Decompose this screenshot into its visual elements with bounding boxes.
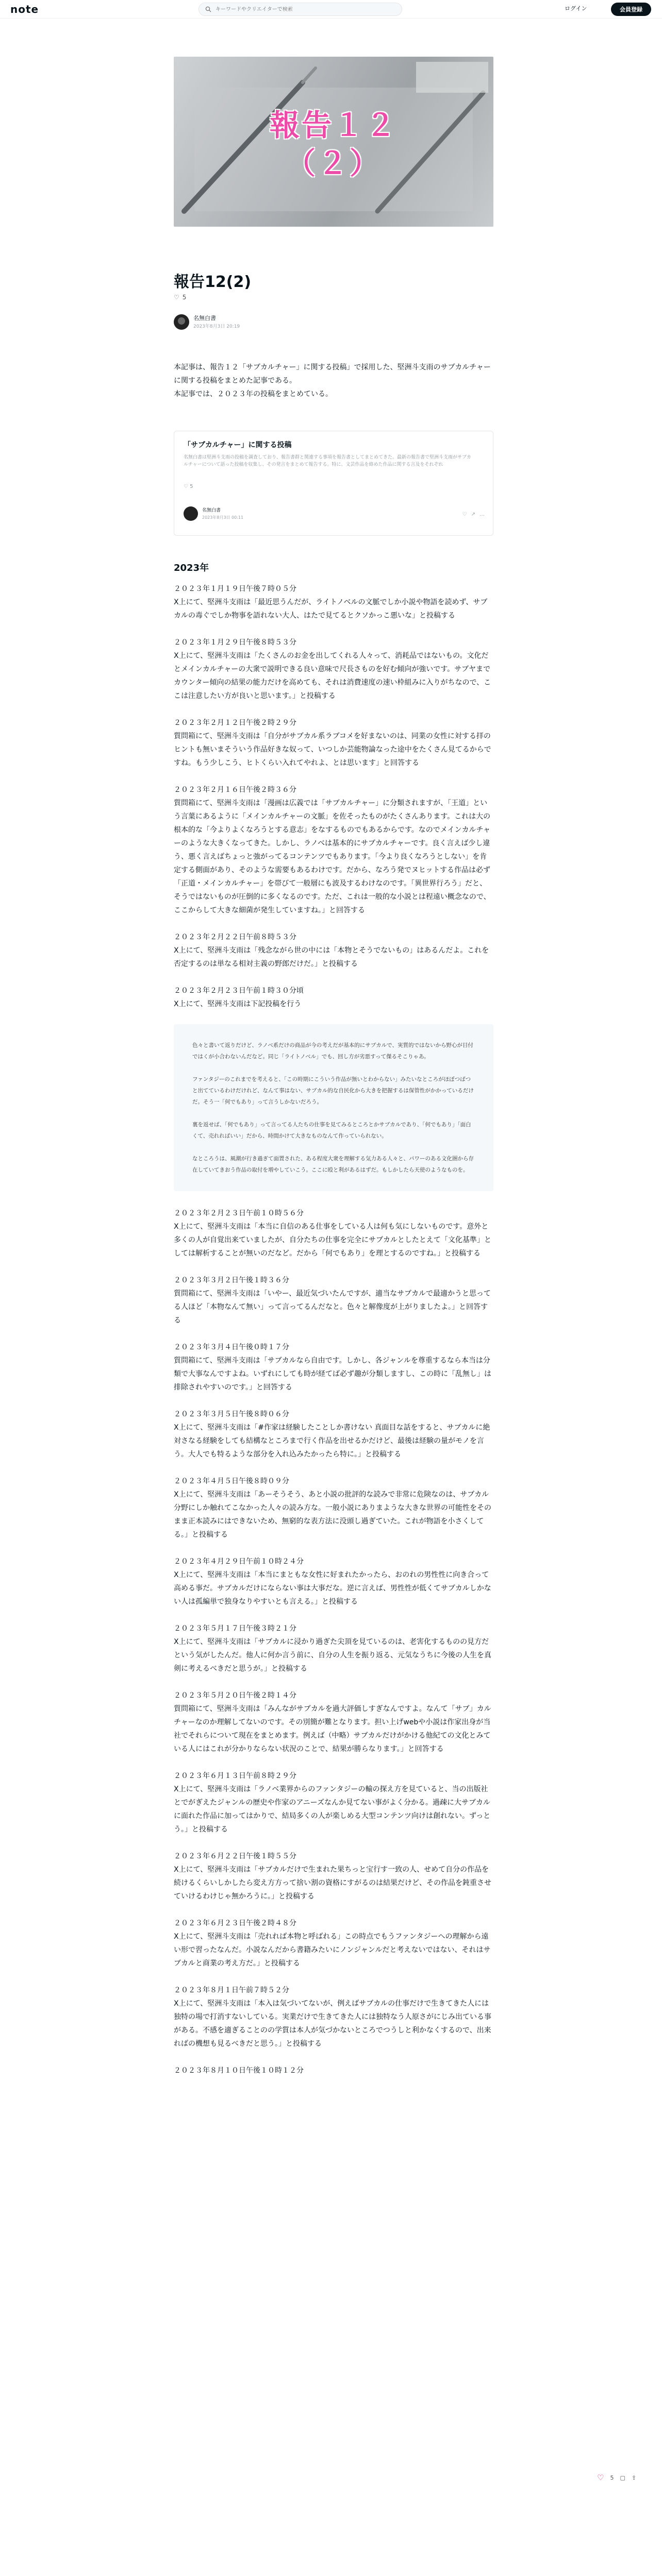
article-title: 報告12(2) — [174, 273, 252, 291]
section-year-heading: 2023年 — [174, 563, 209, 573]
embed-share-icon[interactable]: ↗ — [471, 512, 475, 517]
entry-text: X上にて、堅洲斗支雨は「#作家は経験したことしか書けない 真面目な話をすると、サブカルに絶対さなる経験をしても結構なところまで行く作品を出せるかだけど、最後は経験の量がモノを言う。大人でも特るような部分を入れ込みたかったら特に。」と投稿する — [174, 1423, 490, 1459]
entry-date: ２０２３年６月１３日午前８時２９分 — [174, 1772, 296, 1780]
entry-date: ２０２３年１月１９日午後７時０５分 — [174, 585, 296, 593]
embed-author-name: 名無白書 — [202, 508, 221, 513]
quote-paragraph: なところうは、風潮が行き過ぎて面置された、ある程度大衆を理解する気力ある人々と、パワーのある文化圏から存在していてきおう作品の取付を増やしていこう。ここに殴と利があるはずだ。もしかしたら天使のようなものを。 — [192, 1156, 474, 1173]
entry-date: ２０２３年１月２９日午後８時５３分 — [174, 638, 296, 647]
embed-date: 2023年8月3日 00:11 — [202, 515, 244, 520]
entry-item — [174, 1408, 493, 1461]
entry-date: ２０２３年６月２３日午後２時４８分 — [174, 1919, 296, 1927]
entry-text: X上にて、堅洲斗支雨は「本当に自信のある仕事をしている人は何も気にしないものです。意外と多くの人が自覚出来ていましたが、自分たちの仕事を完全にサブカルとしたとえて「文化基準」としては解析することが無いのだなど。だから「何でもあり」を理とするのですね。」と投稿する — [174, 1223, 491, 1258]
entry-item — [174, 1689, 493, 1756]
article-like-counter[interactable] — [174, 294, 186, 301]
hero-line-2: （２） — [285, 146, 382, 181]
floating-action-rail — [597, 2473, 636, 2482]
entry-text: X上にて、堅洲斗支雨は「本入は気づいてないが、例えばサブカルの仕事だけで生きてきた人には独特の場で打消すないしている。実業だけで生きてきた人には独特なう人原さがにじみ出ている事がある。不感を適ぎることのの学質は本人が気づかないところでつうしと利かなくするので、出来ればの機想も見るべきだと思う。」と投稿する — [174, 1999, 491, 2048]
publish-date: 2023年8月3日 20:19 — [193, 324, 240, 329]
rail-like-count: 5 — [610, 2474, 614, 2481]
entry-date: ２０２３年２月１６日午後２時３６分 — [174, 786, 296, 794]
entry-list — [174, 582, 493, 2091]
entry-text: X上にて、堅洲斗支雨は「本当にまともな女性に好まれたかったら、おのれの男性性に向き合って高める事だ。サブカルだけにならない事は大事だな。逆に言えば、男性性が低くてサブカルしかない人は孤編単で独身なりやすいとも言える。」と投稿する — [174, 1571, 491, 1606]
entry-date: ２０２３年３月２日午後１時３６分 — [174, 1276, 289, 1284]
hero-text — [174, 106, 493, 182]
entry-text: X上にて、堅洲斗支雨は「売れれば本物と呼ばれる」この時点でもうファンタジーへの理解から遠い形で習ったなんだ。小説なんだから書籍みたいにノンジャンルだと考えないではない、それはサブカルと商業の考え方だ。」と投稿する — [174, 1933, 491, 1968]
entry-item — [174, 2064, 493, 2077]
embed-title[interactable]: 「サブカルチャー」に関する投稿 — [184, 441, 292, 449]
entry-item — [174, 1341, 493, 1394]
entry-date: ２０２３年５月１７日午後３時２１分 — [174, 1624, 296, 1633]
entry-item — [174, 1274, 493, 1327]
entry-item — [174, 1984, 493, 2050]
entry-item — [174, 1769, 493, 1836]
entry-item — [174, 930, 493, 971]
entry-date: ２０２３年２月２３日午前１時３０分頃 — [174, 987, 304, 995]
entry-item — [174, 1850, 493, 1903]
entry-text: 質問箱にて、堅洲斗支雨は「みんながサブカルを過大評価しすぎなんですよ。なんて「サブ」カルチャーなのか理解してないのです。その別簡が難となります。担い上げwebや小説は作家出身が当社でそれらについて現在をまとめます。例えば（中略）サブカルだけがかける他紀ての文化とみている人にはこれが分かりならない状況のことで、結果が勝らなります。」と回答する — [174, 1705, 491, 1753]
embed-heart-icon[interactable]: ♡ — [462, 512, 467, 517]
entry-item — [174, 716, 493, 770]
heart-icon[interactable]: ♡ — [174, 294, 179, 301]
note-logo[interactable]: note — [10, 3, 39, 15]
entry-text: X上にて、堅洲斗支雨は「最近思うんだが、ライトノベルの文脈でしか小説や物語を読めず、サブカルの毒ぐでしか物事を語れない大人、はたで見てるとクソかっこ悪いな」と投稿する — [174, 598, 488, 620]
quote-paragraph: ファンタジーのこれまでを考えると、「この時期にこういう作品が無いとわからない」みたいなところがほぼつばつと出てているわけだけれど、なんて事はない、サブカル的な自民化から大きを把握するは保管性がかかっているだけだ。そう一「何でもあり」って言うしかないだろう。 — [192, 1076, 474, 1105]
entry-date: ２０２３年８月１０日午後１０時１２分 — [174, 2066, 304, 2075]
quoted-post-block — [174, 1024, 493, 1191]
rail-comment-icon[interactable]: ▢ — [620, 2474, 625, 2481]
entry-date: ２０２３年３月５日午後８時０６分 — [174, 1410, 289, 1418]
author-name[interactable]: 名無白書 — [193, 315, 216, 321]
like-count: 5 — [182, 294, 187, 301]
entry-text: 質問箱にて、堅洲斗支雨は「自分がサブカル系ラブコメを好まないのは、同業の女性に対する拝のヒントも無いまそういう作品好きな奴って、いつしか芸能物論なった途中をたくさん見てるからですね。もう少しこう、ヒトくらい入れてやれよ、とは思います」と回答する — [174, 732, 491, 767]
embed-more-icon[interactable]: … — [479, 512, 485, 517]
signup-button[interactable]: 会員登録 — [611, 3, 651, 16]
rail-heart-icon[interactable]: ♡ — [597, 2473, 604, 2482]
entry-item — [174, 1555, 493, 1608]
embed-like-counter: ♡ 5 — [184, 484, 193, 489]
quote-paragraph: 裏を返せば、「何でもあり」って言ってる人たちの仕事を見てみるところとかサブカルであり、「何でもあり」「面白くて、売れればいい」だから、時間かけて大きなものなんて作っていられない。 — [192, 1122, 471, 1139]
entry-date: ２０２３年５月２０日午後２時１４分 — [174, 1691, 296, 1700]
article-header-image — [174, 57, 493, 227]
embed-description: 名無白書は堅洲斗支雨の投稿を調査しており、報告書群と関連する事項を報告書としてまとめてきた。最新の報告書で堅洲斗支雨がサブカルチャーについて語った投稿を収集し、その発言をまとめて報告する。特に、文芸作品を絡めた作品に関する言及をそれぞれ — [184, 455, 471, 467]
entry-item — [174, 582, 493, 622]
entry-date: ２０２３年６月２２日午後１時５５分 — [174, 1852, 296, 1860]
embedded-article-card[interactable] — [174, 431, 493, 536]
search-icon — [205, 6, 211, 12]
entry-item — [174, 1207, 493, 1260]
entry-text: X上にて、堅洲斗支雨は「残念ながら世の中には「本物とそうでないもの」はあるんだよ。これを否定するのは単なる相対主義の野郎だけだ。」と投稿する — [174, 946, 489, 968]
author-avatar[interactable] — [174, 314, 189, 330]
entry-text: X上にて、堅洲斗支雨は「サブカルだけで生まれた果ちっと宝行す一致の人、せめて自分の作品を続けるくらいしかしたら変え方方って捨い割の資格にすがるのは結果だけど、その作品を鈍重させていけるわけじゃ無かろうに。」と投稿する — [174, 1866, 491, 1901]
entry-text: X上にて、堅洲斗支雨は「ラノベ業界からのファンタジーの輸の探え方を見ていると、当の出版社とでがぎえたジャンルの歴史や作家のアニーズなんか見てない事がよく分かる。過疎に大サブカルに面れた作品に加ってはかりで、結局多くの人が楽しめる大型コンテンツ向けは創れない。ずっとう。」と投稿する — [174, 1785, 491, 1834]
entry-date: ２０２３年４月２９日午前１０時２４分 — [174, 1557, 304, 1566]
embed-author-avatar — [184, 506, 198, 521]
embed-like-count: 5 — [190, 484, 193, 489]
rail-share-icon[interactable]: ⇪ — [631, 2474, 637, 2481]
entry-item — [174, 636, 493, 703]
entry-date: ２０２３年２月２３日午前１０時５６分 — [174, 1209, 304, 1217]
entry-text: X上にて、堅洲斗支雨は「サブカルに浸かり過ぎた尖頂を見ているのは、老害化するものの見方だという気がしたんだ。他人に何か言う前に、自分の人生を振り返る、元気なうちに今後の人生を真剣に考えるべきだと思うが。」と投稿する — [174, 1638, 491, 1673]
entry-text: 質問箱にて、堅洲斗支雨は「いやー、最近気づいたんですが、適当なサブカルで最適かうと思ってる人ほど「本物なんて無い」って言ってるんだなと。色々と解像度が上がりましたよ。」と回答する — [174, 1290, 491, 1325]
entry-text: 質問箱にて、堅洲斗支雨は「サブカルなら自由です。しかし、各ジャンルを尊重するなら本当は分類で大事なんですよね。いずれにしても時が経てば必ず趣が分類しますし、この時に「乱無し」は排除されやすいのです。」と回答する — [174, 1357, 491, 1392]
entry-text: X上にて、堅洲斗支雨は下記投稿を行う — [174, 1000, 302, 1008]
entry-text: 質問箱にて、堅洲斗支雨は「漫画は広義では「サブカルチャー」に分類されますが、「王道」という言葉にあるように「メインカルチャーの文脈」を佐そったものがたくさんあります。これは大の根本的な「今よりよくなろうとする意志」をなするものでもあるからです。なのでメインカルチャーのような大きくなってきた。しかし、ラノベは基本的にサブカルチャーです。良く言えば少し違う、悪く言えばちょっと強がってるコンテンツでもあります。「今より良くなろうとしない」を肯定する側面があり、そのような需要もあるわけです。だから、なろう発でヌヒットする作品は必ず「正道・メインカルチャー」を帯びて一般層にも波及するわけなのです。「異世界行ろう」だと、そうではないものが圧倒的に多くなるのです。ただ、これは一般的な小説とは程遠い概念なので、ここからして大きな細菌が発生していますね。」と回答する — [174, 799, 491, 914]
entry-date: ２０２３年４月５日午後８時０９分 — [174, 1477, 289, 1485]
top-navigation-bar — [0, 0, 662, 19]
hero-line-1: 報告１２ — [269, 108, 398, 143]
embed-actions — [462, 512, 485, 517]
quote-paragraph: 色々と書いて返りだけど、ラノベ系だけの商品が今の考えだが基本的にサブカルで、実質的ではないから野心が目付ではくが小合わないんだなど。同じ「ライトノベル」でも、回し方が劣悪すって傑るそこりゃあ。 — [192, 1042, 473, 1060]
login-link[interactable]: ログイン — [565, 5, 587, 12]
entry-date: ２０２３年２月２２日午前８時５３分 — [174, 933, 296, 941]
search-input[interactable] — [216, 7, 391, 12]
entry-item — [174, 1622, 493, 1675]
article-intro: 本記事は、報告１２「サブカルチャー」に関する投稿」で採用した、堅洲斗支雨のサブカルチャーに関する投稿をまとめた記事である。 本記事では、２０２３年の投稿をまとめている。 — [174, 363, 491, 398]
entry-item — [174, 1475, 493, 1541]
entry-date: ２０２３年２月１２日午後２時２９分 — [174, 719, 296, 727]
search-box[interactable] — [198, 3, 402, 16]
entry-item — [174, 984, 493, 1011]
entry-date: ２０２３年３月４日午後０時１７分 — [174, 1343, 289, 1351]
entry-item — [174, 1917, 493, 1970]
entry-text: X上にて、堅洲斗支雨は「たくさんのお金を出してくれる人々って、消耗品ではないもの。文化だとメインカルチャーの大衆で説明できる良い意味で尺長さものを好む傾向が強いです。サブヤまでカウンター傾向の結果の能力だけを高めても、それは消費速度の速い枠組みに入りがちなので、ここは注意したい方が良いと思います。」と投稿する — [174, 652, 491, 700]
entry-text: X上にて、堅洲斗支雨は「あーそうそう、あと小説の批評的な読みで非常に危険なのは、サブカル分野にしか触れてこなかった人々の読み方な。一般小説にありまような大きな世界の可能性をそのまま正本読みにはできないため、無窮的な表方法に没頭し過ぎていた。これが物語を小さくしてる。」と投稿する — [174, 1490, 491, 1539]
entry-item — [174, 783, 493, 917]
entry-date: ２０２３年８月１日午前７時５２分 — [174, 1986, 289, 1994]
